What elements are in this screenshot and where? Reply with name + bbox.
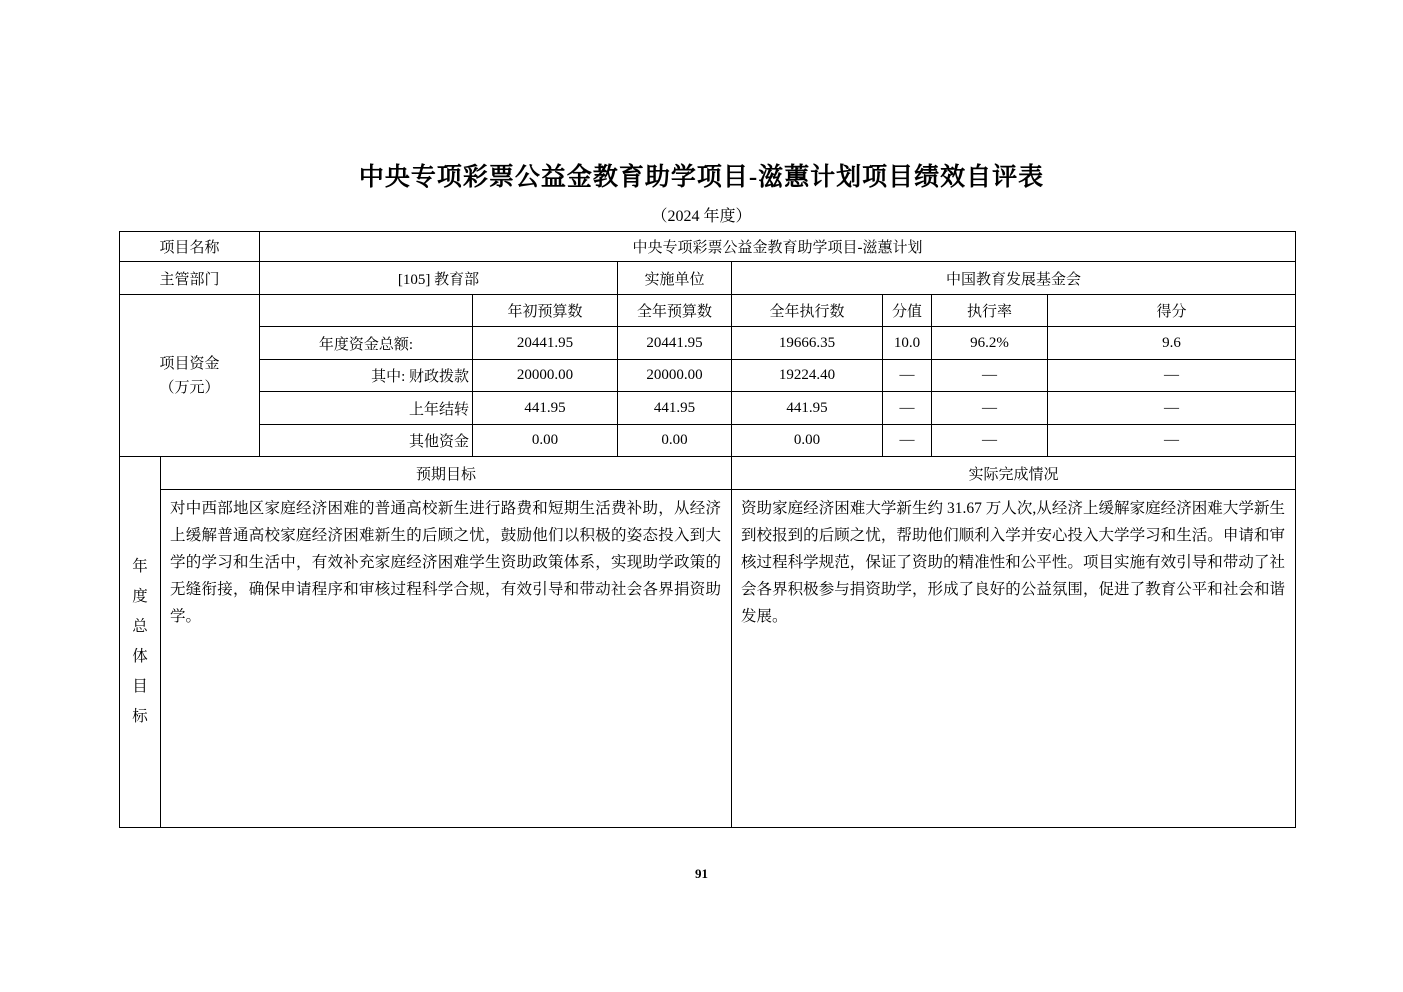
funds-cell: 441.95: [618, 392, 732, 425]
implementing-unit-value: 中国教育发展基金会: [732, 262, 1296, 295]
department-row: [120, 262, 1296, 295]
funds-row-carryover: [120, 392, 1296, 425]
annual-goal-table: [119, 456, 1296, 828]
expected-goal-header: 预期目标: [161, 457, 732, 490]
actual-completion-text: 资助家庭经济困难大学新生约 31.67 万人次,从经济上缓解家庭经济困难大学新生到校报到的后顾之忧，帮助他们顺利入学并安心投入大学学习和生活。申请和审核过程科学规范，保证了资助的精准性和公平性。项目实施有效引导和带动了社会各界积极参与捐资助学，形成了良好的公益氛围，促进了教育公平和社会和谐发展。: [732, 490, 1296, 828]
funds-cell: —: [1048, 360, 1296, 392]
annual-goal-side-label-cell: [120, 457, 161, 828]
funds-cell: —: [1048, 392, 1296, 425]
funds-cell: 0.00: [732, 425, 883, 457]
funds-header-annual-budget: 全年预算数: [618, 295, 732, 327]
annual-goal-content-row: [120, 490, 1296, 828]
project-name-row: [120, 232, 1296, 262]
funds-row-total: [120, 327, 1296, 360]
funds-header-row: [120, 295, 1296, 327]
document-title: 中央专项彩票公益金教育助学项目-滋蕙计划项目绩效自评表: [358, 164, 1045, 191]
funds-cell: 19666.35: [732, 327, 883, 360]
funds-row-other: [120, 425, 1296, 457]
funds-header-initial-budget: 年初预算数: [473, 295, 618, 327]
funds-header-annual-execution: 全年执行数: [732, 295, 883, 327]
funds-header-empty-cell: [260, 295, 473, 327]
funds-cell: —: [932, 392, 1048, 425]
project-name-value: 中央专项彩票公益金教育助学项目-滋蕙计划: [260, 232, 1296, 262]
actual-completion-header: 实际完成情况: [732, 457, 1296, 490]
project-name-label: 项目名称: [120, 232, 260, 262]
funds-cell: —: [883, 392, 932, 425]
annual-goal-side-label: 年度总体目标: [132, 558, 148, 725]
funds-section-label-line1: 项目资金: [159, 355, 220, 372]
implementing-unit-label: 实施单位: [618, 262, 732, 295]
funds-cell: 9.6: [1048, 327, 1296, 360]
funds-cell: —: [883, 425, 932, 457]
funds-cell: —: [932, 360, 1048, 392]
project-info-and-funds-table: [119, 231, 1296, 457]
funds-cell: 19224.40: [732, 360, 883, 392]
funds-header-score: 得分: [1048, 295, 1296, 327]
funds-header-score-weight: 分值: [883, 295, 932, 327]
funds-cell: 20000.00: [618, 360, 732, 392]
funds-cell: 20441.95: [473, 327, 618, 360]
department-label: 主管部门: [120, 262, 260, 295]
funds-cell: 441.95: [732, 392, 883, 425]
funds-cell: —: [932, 425, 1048, 457]
funds-cell: 96.2%: [932, 327, 1048, 360]
funds-row-label: 其他资金: [260, 425, 473, 457]
funds-section-label: [120, 295, 260, 457]
funds-cell: —: [1048, 425, 1296, 457]
funds-cell: 20441.95: [618, 327, 732, 360]
funds-row-label: 其中: 财政拨款: [260, 360, 473, 392]
department-value: [105] 教育部: [260, 262, 618, 295]
funds-cell: 10.0: [883, 327, 932, 360]
funds-cell: 20000.00: [473, 360, 618, 392]
document-subtitle: （2024 年度）: [651, 208, 752, 225]
funds-row-label: 上年结转: [260, 392, 473, 425]
funds-row-label: 年度资金总额:: [260, 327, 473, 360]
funds-row-fiscal: [120, 360, 1296, 392]
expected-goal-text: 对中西部地区家庭经济困难的普通高校新生进行路费和短期生活费补助，从经济上缓解普通高校家庭经济困难新生的后顾之忧，鼓励他们以积极的姿态投入到大学的学习和生活中，有效补充家庭经济困难学生资助政策体系，实现助学政策的无缝衔接，确保申请程序和审核过程科学合规，有效引导和带动社会各界捐资助学。: [161, 490, 732, 828]
funds-cell: 0.00: [473, 425, 618, 457]
funds-section-label-line2: （万元）: [159, 379, 220, 396]
funds-cell: —: [883, 360, 932, 392]
funds-cell: 441.95: [473, 392, 618, 425]
self-evaluation-table: [119, 231, 1295, 828]
page-number: 91: [695, 866, 708, 881]
annual-goal-header-row: [120, 457, 1296, 490]
funds-header-execution-rate: 执行率: [932, 295, 1048, 327]
funds-cell: 0.00: [618, 425, 732, 457]
